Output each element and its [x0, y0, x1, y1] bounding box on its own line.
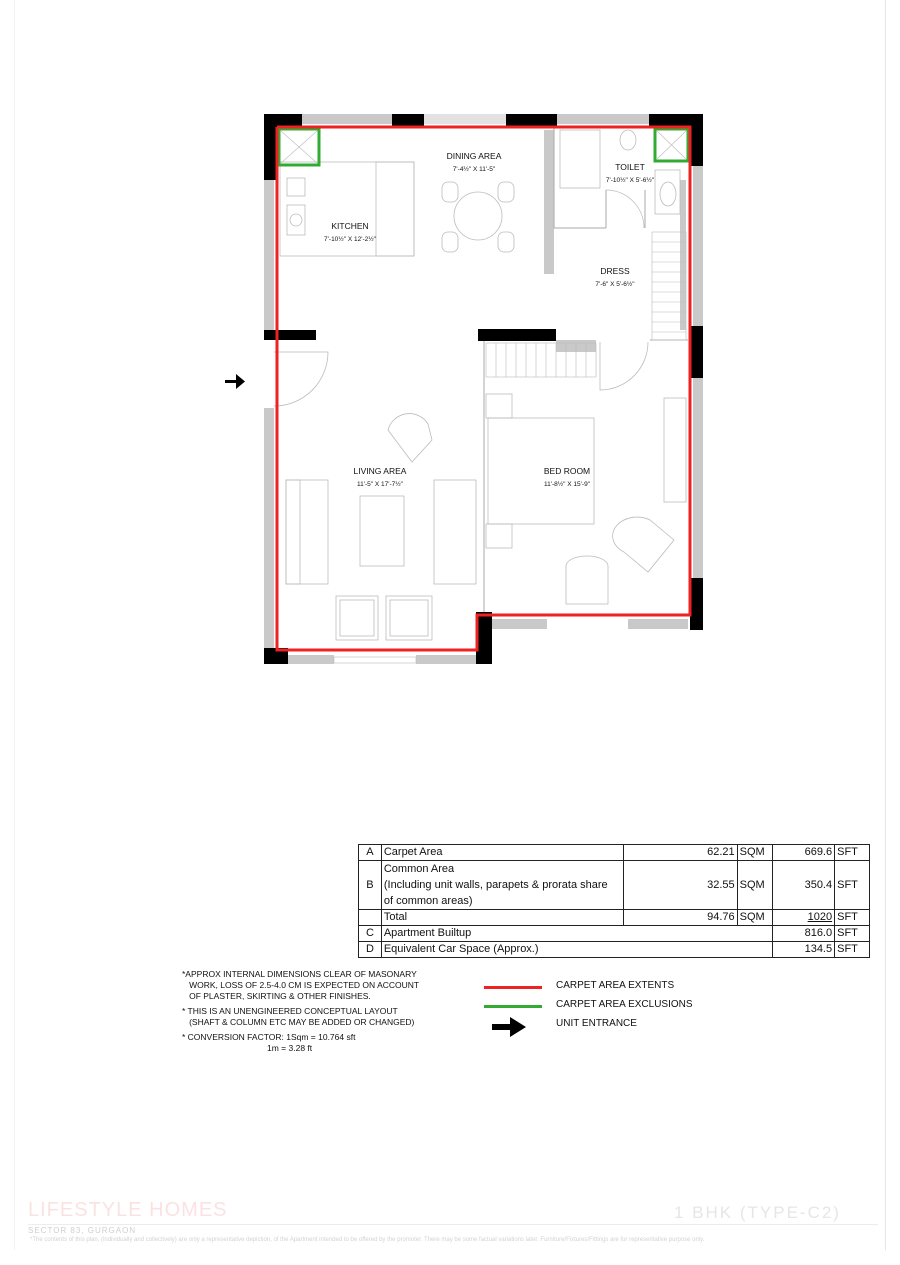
sft-value: 350.4	[772, 861, 835, 910]
sft-unit: SFT	[835, 910, 870, 926]
wall-column	[690, 326, 703, 378]
glazing	[424, 114, 506, 124]
room-label-living: LIVING AREA	[353, 466, 407, 476]
bedroom-chairs	[566, 517, 674, 604]
glazing	[693, 166, 703, 326]
row-id: B	[359, 861, 382, 910]
area-statement-table	[358, 844, 870, 958]
glazing	[416, 655, 478, 664]
glazing	[264, 408, 274, 648]
wall-column	[506, 114, 557, 126]
sft-value: 816.0	[772, 926, 835, 942]
wall-column	[690, 114, 703, 166]
room-dim-bedroom: 11'-8½" X 15'-9"	[543, 481, 591, 488]
dining-table	[442, 182, 514, 252]
glazing	[264, 180, 274, 330]
sqm-unit: SQM	[737, 910, 772, 926]
glazing	[288, 655, 334, 664]
unit-entrance-arrow-icon	[225, 374, 245, 389]
row-label-line: Common Area	[383, 863, 455, 875]
sft-unit: SFT	[835, 861, 870, 910]
table-row-car-space	[359, 942, 870, 958]
glazing	[492, 619, 547, 629]
row-id: A	[359, 845, 382, 861]
row-label: Carpet Area	[381, 845, 623, 861]
red-line-swatch	[484, 986, 542, 989]
living-furniture	[286, 414, 476, 640]
legend-label: CARPET AREA EXTENTS	[556, 980, 675, 991]
sft-value: 1020	[772, 910, 835, 926]
wall-column	[264, 330, 316, 340]
table-row-total	[359, 910, 870, 926]
sft-unit: SFT	[835, 942, 870, 958]
row-label-line: of common areas)	[383, 895, 473, 907]
row-label: Equivalent Car Space (Approx.)	[381, 942, 772, 958]
wall-column	[392, 114, 424, 126]
footer-sector: SECTOR 83, GURGAON	[28, 1226, 137, 1235]
room-label-kitchen: KITCHEN	[331, 221, 369, 231]
room-label-bedroom: BED ROOM	[543, 466, 591, 476]
glazing	[302, 114, 392, 124]
glazing	[557, 114, 649, 124]
green-line-swatch	[484, 1005, 542, 1008]
legend-label: CARPET AREA EXCLUSIONS	[556, 999, 693, 1010]
sqm-unit: SQM	[737, 861, 772, 910]
wall-column	[690, 578, 703, 630]
sft-unit: SFT	[835, 845, 870, 861]
glazing	[628, 619, 688, 629]
footer-brand: LIFESTYLE HOMES	[28, 1199, 228, 1221]
row-label: Total	[381, 910, 623, 926]
footer-disclaimer: *The contents of this plan, (individually and collectively) are only a representative depiction, of the Apartment intended to be offered by the promoter. There may be some factual variations later. Furniture/Fixtures/Fittings are for representative purpose only.	[30, 1237, 705, 1243]
sqm-unit: SQM	[737, 845, 772, 861]
arrow-right-icon	[490, 1016, 530, 1038]
room-label-toilet: TOILET	[615, 162, 645, 172]
table-row-carpet-area	[359, 845, 870, 861]
room-dim-dress: 7'-6" X 5'-6½"	[595, 281, 635, 288]
sft-unit: SFT	[835, 926, 870, 942]
room-label-dining: DINING AREA	[446, 151, 502, 161]
sqm-value: 32.55	[623, 861, 737, 910]
note-conversion: * CONVERSION FACTOR: 1Sqm = 10.764 sft 1m = 3.28 ft	[182, 1032, 356, 1053]
row-label: Apartment Builtup	[381, 926, 772, 942]
row-label	[381, 861, 623, 910]
row-id: D	[359, 942, 382, 958]
glazing	[680, 180, 686, 330]
room-label-dress: DRESS	[600, 266, 630, 276]
row-label-line: (Including unit walls, parapets & prorata share	[383, 879, 608, 891]
footer-unit-type: 1 BHK (TYPE-C2)	[674, 1203, 841, 1222]
glazing	[693, 378, 703, 578]
wall-column	[334, 657, 416, 663]
sqm-value: 94.76	[623, 910, 737, 926]
note-layout: * THIS IS AN UNENGINEERED CONCEPTUAL LAYOUT (SHAFT & COLUMN ETC MAY BE ADDED OR CHANGED)	[182, 1006, 415, 1027]
room-dim-living: 11'-5" X 17'-7½"	[356, 481, 404, 488]
wall-column	[478, 329, 556, 341]
sqm-value: 62.21	[623, 845, 737, 861]
room-dim-kitchen: 7'-10½" X 12'-2½"	[324, 236, 376, 243]
table-row-common-area	[359, 861, 870, 910]
legend-label: UNIT ENTRANCE	[556, 1018, 637, 1029]
sft-value: 134.5	[772, 942, 835, 958]
table-row-builtup	[359, 926, 870, 942]
sft-value: 669.6	[772, 845, 835, 861]
row-id: C	[359, 926, 382, 942]
glazing	[544, 130, 554, 274]
footer-divider	[28, 1224, 878, 1225]
plan-notes	[182, 969, 419, 1058]
row-id	[359, 910, 382, 926]
note-dimensions: *APPROX INTERNAL DIMENSIONS CLEAR OF MASONARY WORK, LOSS OF 2.5-4.0 CM IS EXPECTED ON ACCOUNT OF PLASTER, SKIRTING & OTHER FINISHES.	[182, 969, 420, 1001]
room-dim-dining: 7'-4½" X 11'-5"	[452, 166, 496, 173]
room-dim-toilet: 7'-10½" X 5'-6½"	[605, 177, 655, 184]
